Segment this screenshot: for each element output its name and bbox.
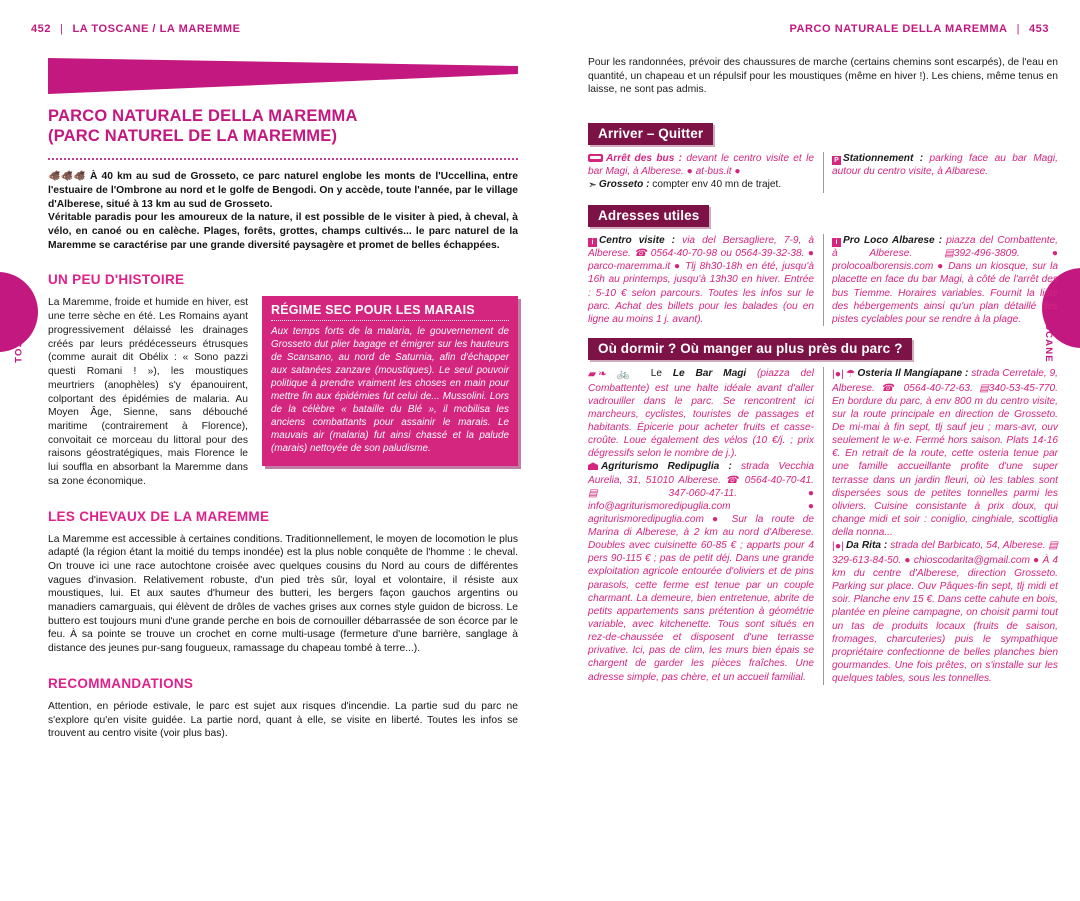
entry-title-centro-visite: Centro visite : (599, 234, 676, 246)
section-heading-recommandations: RECOMMANDATIONS (48, 675, 194, 691)
entry-text-da-rita: strada del Barbicato, 54, Alberese. ▤ 329-613-84-50. ● chioscodarita@gmail.com ● À 4 km du centre d'Alberese, direction Grosseto. Parking sur place. Ouv Pâques-fin sept, tlj midi et soir. Planche env 15 €. Dans cette cahute en bois, plantée en pleine campagne, on choisit parmi tout un tas de produits locaux (fruits de saison, fromages, charcuteries) puis le sympathique propriétaire confectionne de belles planches bien gourmandes. Une fois prêtes, on s'installe sur les quelques tables, sous les tonnelles. (832, 540, 1058, 685)
left-page-column (48, 58, 518, 741)
dotted-rule-top (48, 158, 518, 160)
folio-separator-right: | (1016, 23, 1020, 35)
chevaux-body: La Maremme est accessible à certaines conditions. Traditionnellement, le moyen de locomotion le plus adapté (la région étant la moitié du temps inondée) est la plus noble conquête de l'homme : le cheval. On trouve ici une race autochtone croisée avec quelques cousins du Nord au cours de différentes vagues d'invasion. Relativement robuste, d'un pied très sûr, loyal et volontaire, il résiste aux moustiques, lui. Et aux sautes d'humeur des butteri, les bergers façon gauchos argentins ou manadiers camarguais, qui élèvent de drôles de vaches grises aux cornes style guidon de bicross. Le buttero est toujours muni d'une grande perche en bois de cornouiller débarrassée de son écorce par le feu. À sa pointe se trouve un crochet en corne multi-usage (fermeture d'une barrière, sanglage à distance des jeunes pur-sang fougueux, ramassage du chapeau tombé à terre...). (48, 533, 518, 655)
page-title (48, 106, 518, 146)
side-tab-label-right: TOSCANE (1043, 308, 1055, 363)
running-head-left (31, 23, 241, 35)
info-icon: i (588, 238, 597, 247)
recommandations-body: Attention, en période estivale, le parc est sujet aux risques d'incendie. La partie sud du parc ne s'explore qu'en visite guidée. La partie nord, quant à elle, se visite en liberté. Toutes les infos se trouvent au centro visite (voir plus bas). (48, 700, 518, 740)
parking-icon: P (832, 156, 841, 165)
running-head-title-right: PARCO NATURALE DELLA MAREMMA (789, 23, 1008, 35)
train-icon: ➣ (588, 179, 597, 192)
encadre-dotted-rule (271, 320, 509, 321)
entry-stationnement (832, 152, 1058, 178)
page-title-line1: PARCO NATURALE DELLA MAREMMA (48, 107, 358, 125)
right-page-column (588, 56, 1058, 685)
page-title-line2: (PARC NATUREL DE LA MAREMME) (48, 127, 338, 146)
entry-title-arret-bus: Arrêt des bus : (606, 153, 683, 165)
entry-centro-visite (588, 234, 814, 326)
wild-boar-rating-icon: 🐗🐗🐗 (48, 171, 86, 183)
entry-title-bar-magi: Le Bar Magi (672, 367, 747, 379)
entry-bar-magi (588, 367, 814, 460)
info-icon: i (832, 238, 841, 247)
histoire-two-column-wrap (48, 296, 518, 488)
section-heading-histoire: UN PEU D'HISTOIRE (48, 272, 185, 288)
entry-lead-bar-magi: Le (650, 367, 663, 379)
entry-title-pro-loco: Pro Loco Albarese : (843, 234, 943, 246)
bread-icon: ▰ (588, 367, 597, 380)
cutlery-icon: |●| (832, 367, 844, 380)
entry-title-grosseto: Grosseto : (598, 179, 650, 191)
encadre-text: Aux temps forts de la malaria, le gouvernement de Grosseto dut plier bagage et émigrer sur les hauteurs de Scansano, au nord de Saturnia, afin d'échapper aux satanées zanzare (moustiques). Le seul pouvoir politique à prendre vraiment les choses en main pour mettre fin aux épidémies fut celui de... Mussolini. Lors de la célèbre « bataille du Blé », il mobilisa les anciens combattants pour assainir le marais. Le mauvais air (malaria) fut ainsi chassé et la palude (marais) nettoyée de son paludisme. (271, 326, 509, 455)
decorative-wedge (48, 58, 518, 94)
lead-paragraph: Pour les randonnées, prévoir des chaussures de marche (certains chemins sont escarpés), de l'eau en quantité, un chapeau et un répulsif pour les moustiques (même en hiver !). Les chiens, même tenus en laisse, ne sont pas admis. (588, 57, 1058, 96)
bandeau-ou-dormir-manger: Où dormir ? Où manger au plus près du parc ? (588, 338, 912, 360)
folio-separator-left: | (60, 23, 64, 35)
encadre-title: RÉGIME SEC POUR LES MARAIS (271, 303, 475, 318)
entry-title-da-rita: Da Rita : (846, 540, 888, 552)
entry-arret-des-bus (588, 152, 814, 178)
folio-left: 452 (31, 23, 52, 35)
running-head-right (789, 23, 1049, 35)
intro-text-1: À 40 km au sud de Grosseto, ce parc naturel englobe les monts de l'Uccellina, entre l'estuaire de l'Ombrone au nord et le golfe de Bengodi. On y accède, toute l'année, par le village d'Alberese, situé à 13 km au sud de Grosseto. (48, 171, 518, 210)
entry-title-stationnement: Stationnement : (843, 153, 924, 165)
running-head-title-left: LA TOSCANE / LA MAREMME (72, 23, 241, 35)
folio-right: 453 (1028, 23, 1049, 35)
cutlery-icon: |●| (832, 540, 844, 553)
entry-da-rita (832, 539, 1058, 685)
histoire-text-column (48, 296, 248, 488)
section-heading-chevaux: LES CHEVAUX DE LA MAREMME (48, 508, 270, 524)
entry-text-osteria: strada Cerretale, 9, Alberese. ☎ 0564-40-72-63. ▤340-53-45-770. En bordure du parc, à env 800 m du centro visite, sur la route principale en direction de Grosseto. De mi-mai à fin sept, tlj sauf jeu ; mars-avr, ouv seulement le w-e. Fermé hors saison. Plats 14-16 €. En retrait de la route, cette osteria tenue par une famille accueillante profite d'une super terrasse dans un jardin fleuri, où les tables sont dispersées sous de petites tonnelles parmi les oliviers. Cuisine consistante à prix doux, qui change midi et soir : coniglio, cinghiale, scottiglia della nonna... (832, 367, 1058, 539)
entry-osteria-il-mangiapane (832, 367, 1058, 539)
entry-text-arret-bus: devant le centro visite et le bar Magi, à Alberese. ● at-bus.it ● (588, 153, 814, 178)
side-tab-label-left: TOSCANE (13, 308, 25, 363)
bus-icon (588, 154, 603, 162)
entry-text-stationnement: parking face au bar Magi, autour du centro visite, à Albarese. (832, 153, 1058, 178)
entry-text-grosseto: compter env 40 mn de trajet. (652, 179, 782, 191)
arriver-quitter-columns (588, 152, 1058, 193)
encadre-inner (262, 296, 518, 466)
entry-text-centro-visite: via del Bersagliere, 7-9, à Alberese. ☎ 0564-40-70-98 ou 0564-39-32-38. ● parco-maremma.it ● Tlj 8h30-18h en été, jusqu'à 16h au printemps, jusqu'à 13h30 en hiver. Entrée : 5-10 € selon parcours. Toutes les infos sur le parc. Achat des billets pour les balades (ou en ligne au moins 1 j. avant). (588, 234, 814, 325)
histoire-body: La Maremme, froide et humide en hiver, est une terre sèche en été. Les Romains ayant progressivement délaissé les drainages créés par leurs prédécesseurs étrusques (comme aurait dit Obélix : « Sono pazzi questi Romani ! »), les moustiques meurtriers (anophèles) s'y épanouirent, colportant des épidémies de malaria. Au Moyen Âge, Sienne, sans débouché maritime (contrairement à Florence), convoitait ce morceau du littoral pour des raisons géostratégiques, mais Florence le lui souffla en absorbant la Maremme dans sa zone économique. (48, 297, 248, 487)
intro-paragraph-2: Véritable paradis pour les amoureux de la nature, il est possible de le visiter à pied, à cheval, à vélo, en canoé ou en calèche. Plages, forêts, grottes, champs cultivés... le parc naturel de la Maremme se caractérise par une grande diversité paysagère et promet de belles échappées. (48, 212, 518, 251)
entry-text-agriturismo: strada Vecchia Aurelia, 31, 51010 Alberese. ☎ 0564-40-70-41. ▤ 347-060-47-11. ● info@agriturismoredipuglia.com ● agriturismoredipuglia.com ● Sur la route de Marina di Alberese, à 2 km au nord d'Alberese. Doubles avec cuisinette 60-85 € ; apparts pour 4 pers 90-115 € ; pas de petit déj. Dans une grande exploitation agricole entourée d'oliviers et de pins parasols, cette ferme est tenue par un couple charmant. La demeure, bien entretenue, abrite de petits appartements sans prétention à géométrie variable, avec kitchenette. Tous sont situés en rez-de-chaussée et disposent d'une terrasse privative. Ici, pas de clim, les murs bien épais se chargent de garder les pièces fraîches. Une adresse simple, pas chère, et un accueil familial. (588, 461, 814, 683)
encadre-box (262, 296, 518, 466)
adresses-utiles-columns (588, 234, 1058, 326)
entry-title-osteria: Osteria Il Mangiapane : (857, 367, 969, 379)
house-icon (588, 462, 598, 470)
entry-text-bar-magi: (piazza del Combattente) est une halte idéale avant d'aller vadrouiller dans le parc. Se rencontrent ici marcheurs, cyclistes, touristes de passages et habitants. Épicerie pour acheter fruits et casse-croûte. Loue également des vélos (10 €/j. ; prix dégressifs selon le nombre de j.). (588, 367, 814, 460)
ou-dormir-manger-columns (588, 367, 1058, 685)
bandeau-adresses-utiles: Adresses utiles (588, 205, 709, 227)
leaf-icon: ❧ (598, 367, 607, 380)
umbrella-icon: ☂ (845, 367, 856, 380)
entry-pro-loco (832, 234, 1058, 326)
bandeau-arriver-quitter: Arriver – Quitter (588, 123, 713, 145)
bicycle-icon: 🚲 (608, 367, 638, 380)
entry-text-pro-loco: piazza del Combattente, à Alberese. ▤392-496-3809. ● prolocoalborensis.com ● Dans un kiosque, sur la placette en face du bar Magi, à côté de l'arrêt des bus Tiemme. Horaires variables. Fournit la liste des hébergements ainsi qu'un plan détaillé des pistes cyclables pour se rendre à la plage. (832, 234, 1058, 325)
intro-paragraph-1 (48, 170, 518, 211)
entry-title-agriturismo: Agriturismo Redipuglia : (601, 461, 732, 473)
entry-agriturismo-redipuglia (588, 460, 814, 683)
entry-grosseto (588, 178, 814, 193)
